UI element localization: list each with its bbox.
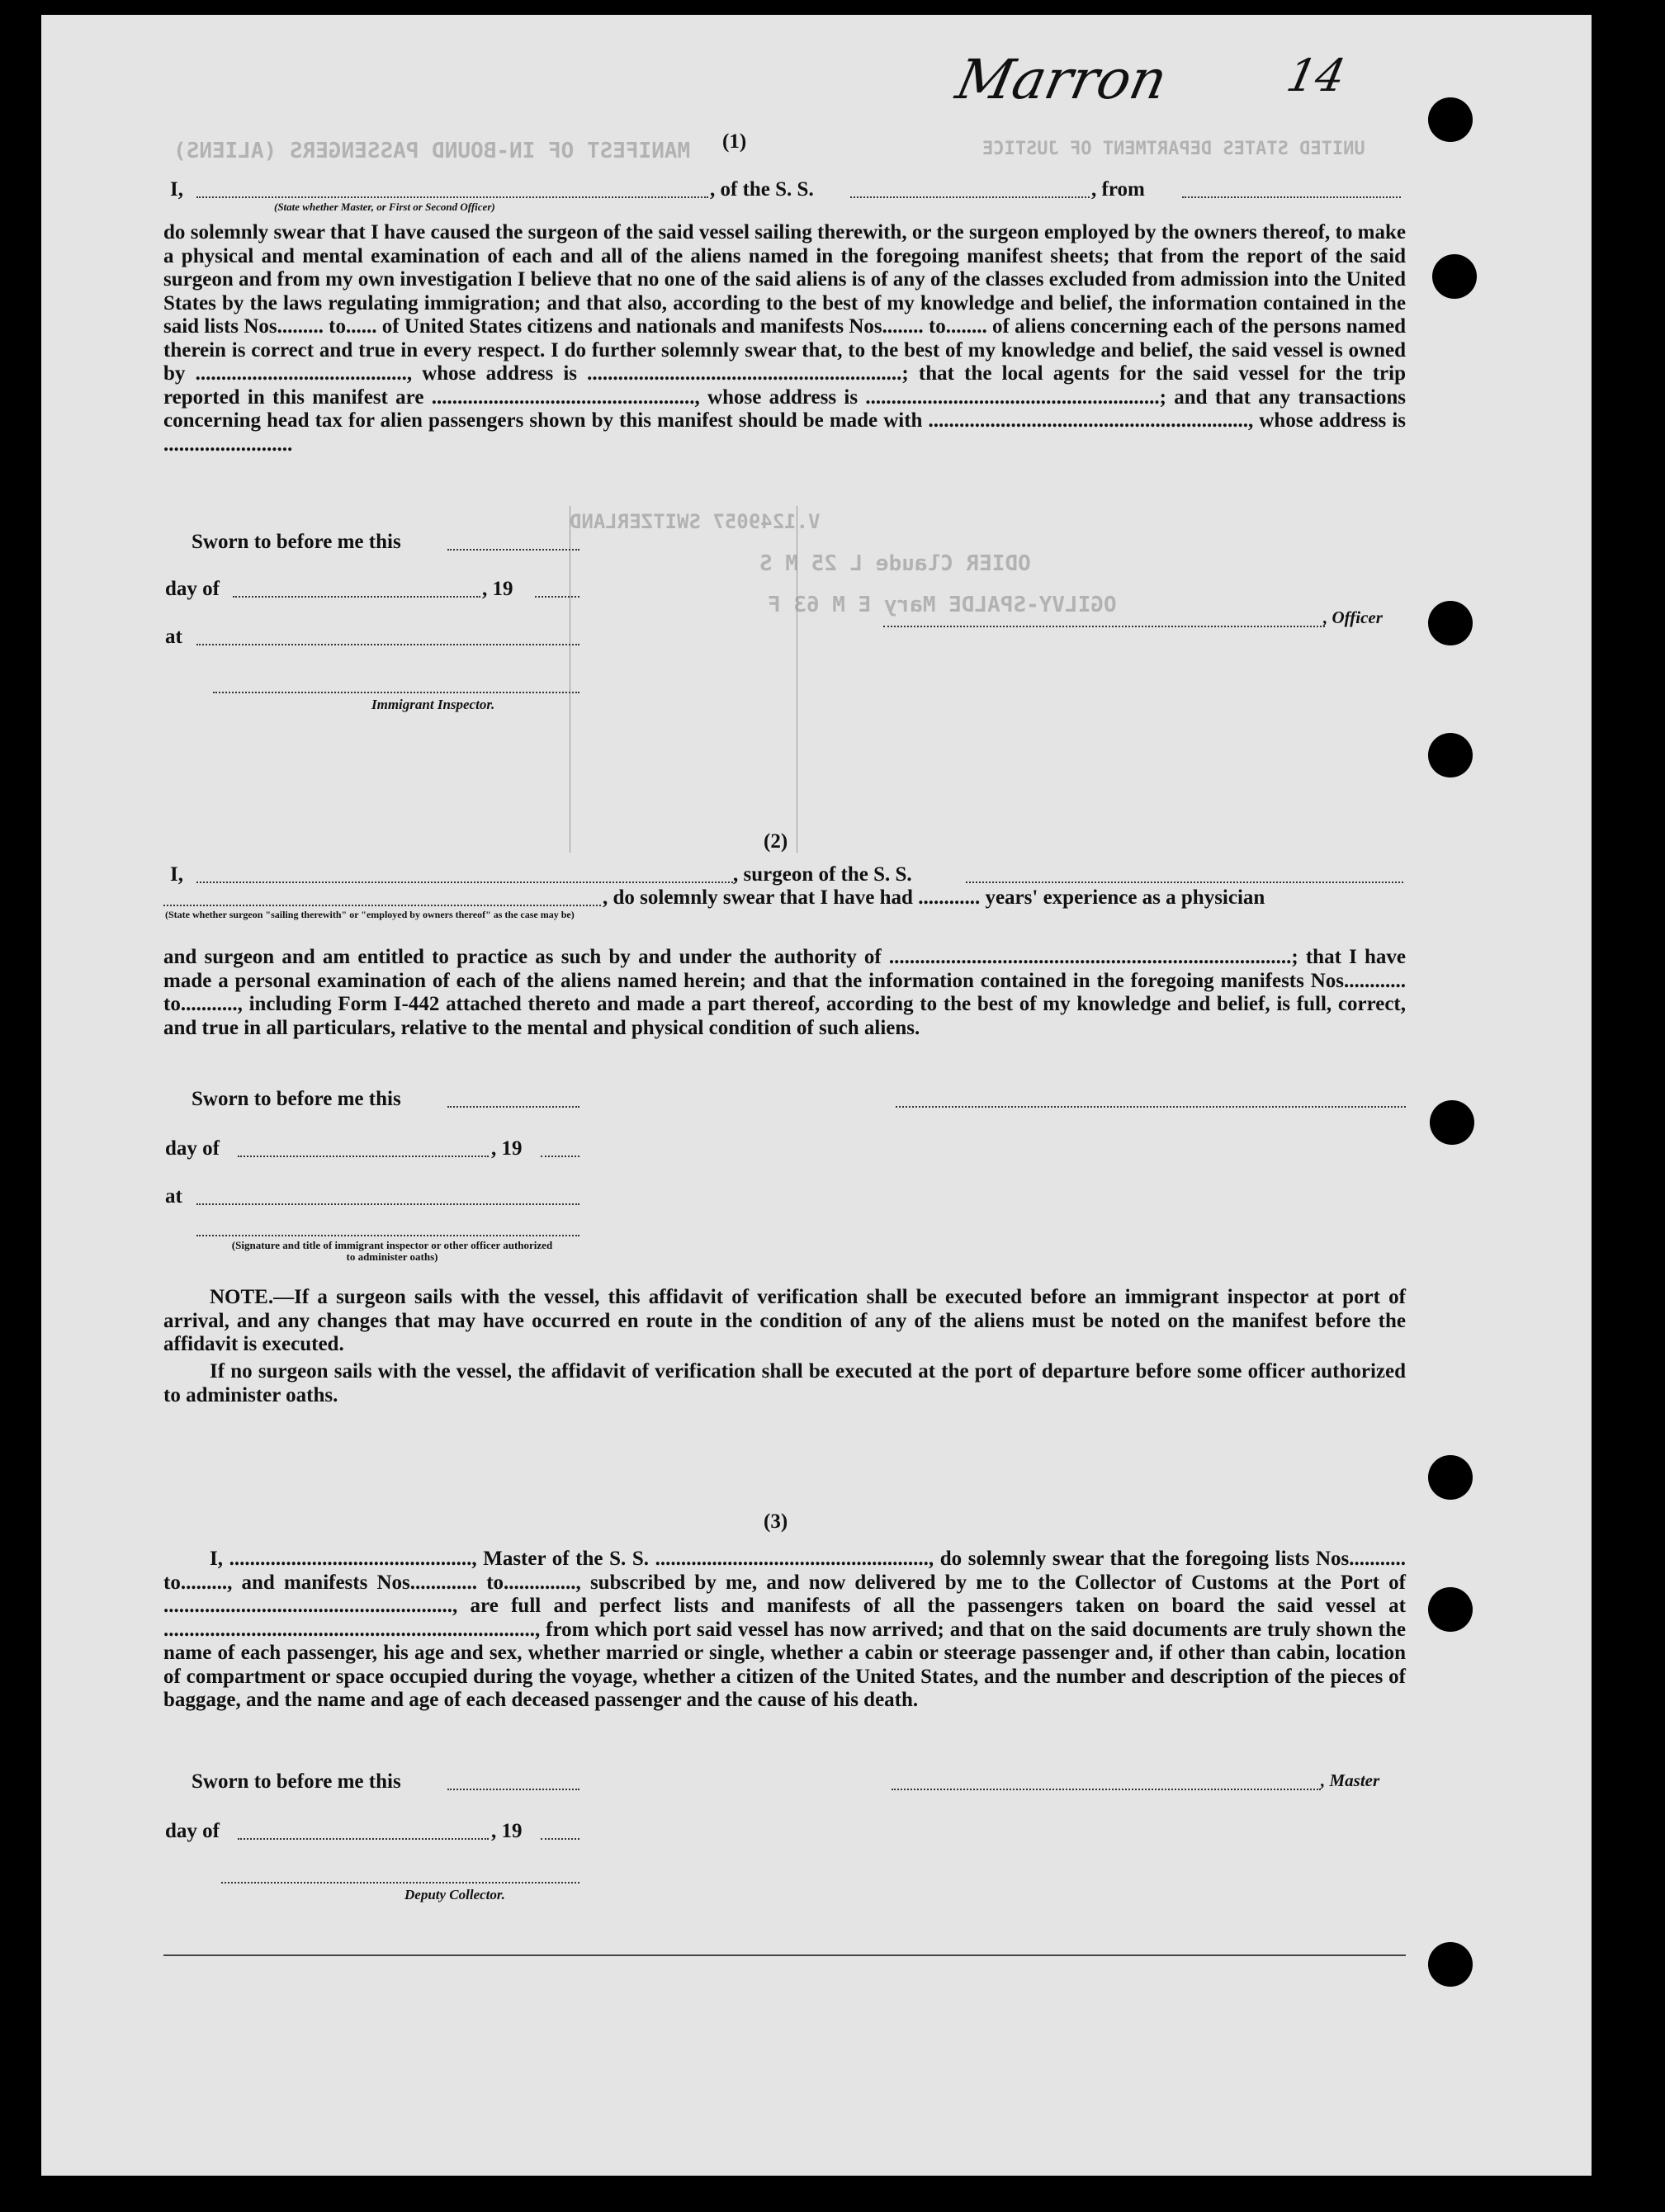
officer-signature-blank[interactable]	[883, 626, 1325, 627]
section-1-at-blank[interactable]	[196, 644, 579, 645]
section-1-oath-paragraph: do solemnly swear that I have caused the surgeon of the said vessel sailing therewith, or the surgeon employed by the owners thereof, to make a physical and mental examination of each and all of the aliens named in the foregoing manifest sheets; that from the report of the said surgeon and from my own investigation I believe that no one of the said aliens is of any of the classes excluded from admission into the United States by the laws regulating immigration; and that also, according to the best of my knowledge and belief, the information contained in the said lists Nos......... to...... of United States citizens and nationals and manifests Nos........ to........ of aliens concerning each of the persons named therein is correct and true in every respect. I do further solemnly swear that, to the best of my knowledge and belief, the said vessel is owned by ........................................., whose address is .............................................................; that the local agents for the said vessel for the trip reported in this manifest are ..................................................., whose address is .........................................................; and that any transactions concerning head tax for alien passengers shown by this manifest should be made with .............................................................., whose address is .........................	[163, 221, 1406, 456]
binder-hole	[1428, 97, 1473, 142]
section-2-note: (State whether surgeon "sailing therewith" or "employed by owners thereof" as the case may be)	[165, 909, 575, 920]
section-3-oath-paragraph: I, ..............................................., Master of the S. S. ....................................................., do solemnly swear that the foregoing lists Nos........... to........., and manifests Nos............. to.............., subscribed by me, and now delivered by me to the Collector of Customs at the Port of ........................................................, are full and perfect lists and manifests of all the passengers taken on board the said vessel at ........................................................................, from which port said vessel has now arrived; and that on the said documents are truly shown the name of each passenger, his age and sex, whether married or single, whether a cabin or steerage passenger and, if other than cabin, location of compartment or space occupied during the voyage, whether a citizen of the United States, and the number and description of the pieces of baggage, and the name and age of each deceased passenger and the cause of his death.	[163, 1548, 1406, 1711]
section-2-surgeon-signature[interactable]	[896, 1106, 1406, 1108]
section-3-day-blank[interactable]	[238, 1838, 489, 1840]
surgeon-name-blank[interactable]	[196, 881, 733, 883]
section-2-year: , 19	[491, 1137, 523, 1160]
section-1-note: (State whether Master, or First or Second Officer)	[274, 201, 495, 213]
section-1-of-ss: , of the S. S.	[710, 178, 814, 201]
binder-hole	[1430, 1100, 1474, 1145]
section-2-swear: , do solemnly swear that I have had ............ years' experience as a physician	[603, 886, 1265, 909]
bleed-through-text: UNITED STATES DEPARTMENT OF JUSTICE	[982, 139, 1365, 159]
section-2-i: I,	[170, 863, 183, 886]
section-3-sworn-blank[interactable]	[447, 1789, 579, 1790]
section-1-day-of: day of	[165, 578, 220, 600]
section-2-surgeon-of: , surgeon of the S. S.	[733, 863, 912, 886]
binder-hole	[1428, 1942, 1473, 1987]
bleed-through-text: MANIFEST OF IN-BOUND PASSENGERS (ALIENS)	[173, 139, 691, 163]
binder-hole	[1428, 733, 1473, 778]
bleed-through-text: OGILVY-SPALDE Mary E M 63 F	[768, 593, 1117, 617]
manifest-verification-page	[41, 15, 1592, 2176]
section-2-at-blank[interactable]	[196, 1203, 579, 1205]
section-1-year: , 19	[482, 578, 513, 600]
section-2-signature-note: (Signature and title of immigrant inspector or other officer authorized to administer oaths)	[231, 1239, 553, 1263]
section-2-year-blank[interactable]	[541, 1156, 579, 1157]
bottom-rule	[163, 1954, 1406, 1956]
handwritten-name: Marron	[950, 48, 1173, 111]
section-1-sworn-blank[interactable]	[447, 549, 579, 551]
note-label: NOTE.	[210, 1286, 274, 1308]
section-1-i: I,	[170, 178, 183, 201]
section-3-year-blank[interactable]	[541, 1838, 579, 1840]
section-3-sworn: Sworn to before me this	[192, 1770, 401, 1793]
section-1-sworn: Sworn to before me this	[192, 531, 401, 553]
note-text-2: If no surgeon sails with the vessel, the affidavit of verification shall be executed at the port of departure before some officer authorized to administer oaths.	[163, 1360, 1406, 1406]
from-port-blank[interactable]	[1182, 196, 1401, 198]
section-1-year-blank[interactable]	[535, 596, 579, 598]
section-2-oath-paragraph: and surgeon and am entitled to practice as such by and under the authority of ..............................................................................; that I have made a personal examination of each of the aliens named herein; and that the information contained in the foregoing manifests Nos............ to..........., including Form I-442 attached thereto and made a part thereof, according to the best of my knowledge and belief, is full, correct, and true in all particulars, relative to the mental and physical condition of such aliens.	[163, 946, 1406, 1039]
section-3-master-label: , Master	[1321, 1770, 1380, 1790]
section-1-inspector-label: Immigrant Inspector.	[371, 697, 495, 712]
section-3-day-of: day of	[165, 1820, 220, 1842]
section-2-day-of: day of	[165, 1137, 220, 1160]
section-1-day-blank[interactable]	[233, 596, 480, 598]
section-3-deputy-label: Deputy Collector.	[404, 1887, 505, 1902]
section-2-day-blank[interactable]	[238, 1156, 489, 1157]
section-1-inspector-signature[interactable]	[213, 692, 579, 693]
binder-hole	[1432, 254, 1477, 299]
binder-hole	[1428, 1587, 1473, 1632]
handwritten-number: 14	[1282, 50, 1350, 102]
bleed-through-text: ODIER Claude L 25 M S	[759, 551, 1031, 576]
binder-hole	[1428, 1455, 1473, 1500]
section-2-sworn: Sworn to before me this	[192, 1088, 401, 1110]
section-1-at: at	[165, 626, 182, 648]
note-text: —If a surgeon sails with the vessel, this affidavit of verification shall be executed before an immigrant inspector at port of arrival, and any changes that may have occurred en route in the condition of any of the aliens must be noted on the manifest before the affidavit is executed.	[163, 1286, 1406, 1355]
section-2-sworn-blank[interactable]	[447, 1106, 579, 1108]
section-1-number: (1)	[722, 130, 747, 153]
deputy-collector-signature[interactable]	[221, 1882, 579, 1884]
surgeon-status-blank[interactable]	[163, 905, 601, 906]
master-name-blank[interactable]	[196, 196, 708, 198]
section-1-officer-label: , Officer	[1323, 607, 1383, 627]
section-3-year: , 19	[491, 1820, 523, 1842]
section-2-at: at	[165, 1185, 182, 1208]
binder-hole	[1428, 601, 1473, 645]
section-2-note-paragraph	[163, 1286, 1406, 1357]
section-1-from: , from	[1091, 178, 1145, 201]
section-2-number: (2)	[764, 830, 788, 853]
section-2-inspector-signature[interactable]	[196, 1235, 579, 1236]
bleed-through-text: V.1249057 SWITZERLAND	[570, 510, 821, 533]
section-2-vessel-blank[interactable]	[966, 881, 1403, 883]
master-signature-blank[interactable]	[892, 1789, 1321, 1790]
vessel-name-blank[interactable]	[850, 196, 1090, 198]
section-2-note-paragraph-2	[163, 1360, 1406, 1407]
section-3-number: (3)	[764, 1510, 788, 1533]
